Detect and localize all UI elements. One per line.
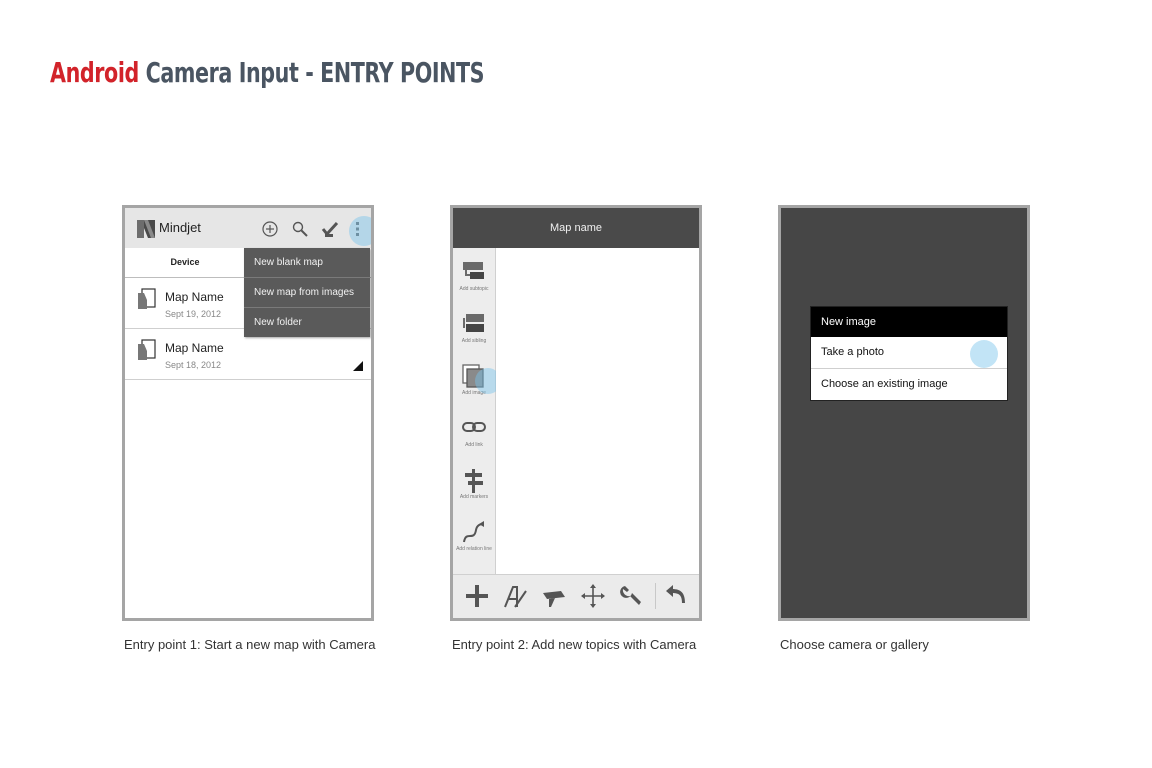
tool-label: Add subtopic	[459, 286, 489, 292]
tool-label: Add link	[465, 442, 483, 448]
tool-add-sibling[interactable]	[453, 308, 495, 358]
tool-add-markers[interactable]	[453, 464, 495, 514]
title-brand: Android	[50, 56, 139, 89]
option-choose-existing[interactable]	[811, 369, 1007, 400]
add-markers-icon	[462, 468, 486, 494]
add-sibling-icon	[462, 312, 486, 338]
tool-label: Add image	[462, 390, 486, 396]
menu-item-new-map-from-images[interactable]: New map from images	[244, 278, 370, 308]
add-subtopic-icon	[462, 260, 486, 286]
highlighter-icon[interactable]	[541, 583, 567, 609]
move-icon[interactable]	[580, 583, 606, 609]
touch-indicator	[349, 216, 374, 246]
search-icon[interactable]	[291, 220, 309, 238]
tool-sidebar	[453, 248, 496, 574]
title-rest: Camera Input - ENTRY POINTS	[145, 56, 485, 89]
map-date: Sept 19, 2012	[165, 309, 222, 319]
check-icon[interactable]	[321, 220, 339, 238]
map-file-icon	[137, 288, 157, 310]
mindjet-logo-icon	[137, 220, 155, 238]
dialog-title: New image	[811, 307, 1007, 337]
undo-icon[interactable]	[663, 583, 689, 609]
caption-entry-1: Entry point 1: Start a new map with Camera	[124, 637, 376, 652]
tool-add-relationship[interactable]	[453, 516, 495, 566]
map-name: Map Name	[165, 290, 224, 304]
touch-indicator	[970, 340, 998, 368]
map-title: Map name	[550, 222, 602, 234]
phone-mockup-entry-2	[450, 205, 702, 621]
toolbar-divider	[655, 583, 656, 609]
option-label: Take a photo	[821, 346, 884, 358]
add-link-icon	[462, 416, 486, 442]
tool-label: Add sibling	[461, 338, 487, 344]
phone-mockup-entry-1	[122, 205, 374, 621]
caption-chooser: Choose camera or gallery	[780, 637, 929, 652]
app-name: Mindjet	[159, 220, 201, 235]
add-relationship-icon	[462, 520, 486, 546]
plus-icon[interactable]	[464, 583, 490, 609]
tool-add-subtopic[interactable]	[453, 256, 495, 306]
bottom-toolbar	[453, 574, 699, 619]
add-icon[interactable]	[261, 220, 279, 238]
tool-add-link[interactable]	[453, 412, 495, 462]
action-bar	[453, 208, 699, 248]
map-date: Sept 18, 2012	[165, 360, 222, 370]
selection-corner-icon	[353, 361, 363, 371]
map-file-icon	[137, 339, 157, 361]
menu-item-new-folder[interactable]: New folder	[254, 317, 302, 328]
map-canvas[interactable]	[496, 248, 699, 574]
page-title	[50, 56, 484, 90]
wrench-icon[interactable]	[619, 583, 645, 609]
tool-label: Add relation line	[456, 546, 492, 552]
overflow-menu	[244, 248, 370, 337]
menu-item-new-blank-map[interactable]: New blank map	[244, 248, 370, 278]
phone-mockup-chooser	[778, 205, 1030, 621]
map-name: Map Name	[165, 341, 224, 355]
text-format-icon[interactable]	[502, 583, 528, 609]
caption-entry-2: Entry point 2: Add new topics with Camera	[452, 637, 697, 652]
tab-device[interactable]: Device	[170, 257, 200, 267]
tool-label: Add markers	[459, 494, 489, 500]
option-label: Choose an existing image	[821, 378, 948, 390]
option-take-photo[interactable]	[811, 337, 1007, 369]
action-bar	[125, 208, 371, 248]
tool-add-image[interactable]	[453, 360, 495, 410]
new-image-dialog	[810, 306, 1008, 401]
